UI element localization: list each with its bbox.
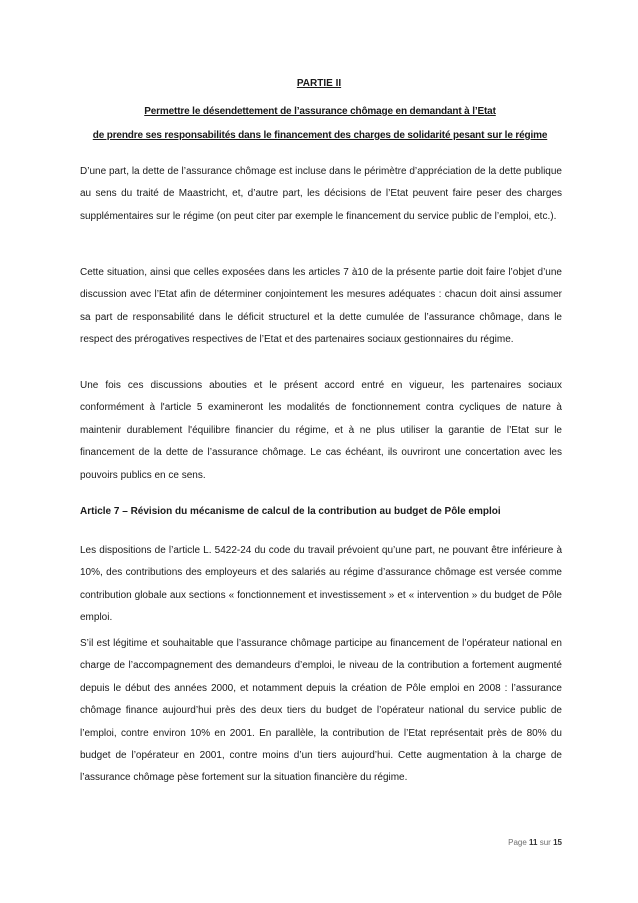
page-label: Page	[508, 838, 527, 847]
part-title: PARTIE II	[296, 78, 342, 89]
page-separator: sur	[539, 838, 551, 847]
paragraph-situation: Cette situation, ainsi que celles exposées dans les articles 7 à10 de la présente partie doit faire l’objet d’une discussion avec l’Etat afin de déterminer conjointement les mesures adéquates : chacun doit ainsi assumer sa part de responsabilité dans le déficit structurel et la dette cumulée de l’assurance chômage, dans le respect des prérogatives respectives de l’Etat et des partenaires sociaux gestionnaires du régime.	[80, 267, 562, 346]
section-subtitle-line-1: Permettre le désendettement de l’assurance chômage en demandant à l’Etat	[144, 106, 496, 117]
paragraph-article-7-dispositions: Les dispositions de l’article L. 5422-24 du code du travail prévoient qu’une part, ne pouvant être inférieure à 10%, des contributions des employeurs et des salariés au régime d’assurance chômage est versée comme contribution globale aux sections « fonctionnement et investissement » et « intervention » du budget de Pôle emploi.	[80, 545, 562, 624]
article-7-title: Article 7 – Révision du mécanisme de calcul de la contribution au budget de Pôle emploi	[80, 506, 501, 517]
page-number	[508, 838, 562, 847]
section-subtitle-line-2: de prendre ses responsabilités dans le financement des charges de solidarité pesant sur le régime	[92, 130, 548, 141]
page-current: 11	[529, 838, 538, 847]
paragraph-dette-publique: D’une part, la dette de l’assurance chômage est incluse dans le périmètre d’appréciation de la dette publique au sens du traité de Maastricht, et, d’autre part, les décisions de l’Etat peuvent faire peser des charges supplémentaires sur le régime (on peut citer par exemple le financement du service public de l’emploi, etc.).	[80, 166, 562, 222]
paragraph-discussions: Une fois ces discussions abouties et le présent accord entré en vigueur, les partenaires sociaux conformément à l'article 5 examineront les modalités de fonctionnement contra cycliques de nature à maintenir durablement l'équilibre financier du régime, et à ne plus utiliser la garantie de l’Etat sur le financement de la dette de l’assurance chômage. Le cas échéant, ils ouvriront une concertation avec les pouvoirs publics en ce sens.	[80, 380, 562, 481]
page-total: 15	[553, 838, 562, 847]
paragraph-article-7-financement: S’il est légitime et souhaitable que l’assurance chômage participe au financement de l’opérateur national en charge de l’accompagnement des demandeurs d’emploi, le niveau de la contribution a fortement augmenté depuis le début des années 2000, et notamment depuis la création de Pôle emploi en 2008 : l’assurance chômage finance aujourd’hui près des deux tiers du budget de l’opérateur national du service public de l’emploi, contre environ 10% en 2001. En parallèle, la contribution de l’Etat représentait près de 80% du budget de l’opérateur en 2001, contre moins d’un tiers aujourd’hui. Cette augmentation à la charge de l’assurance chômage pèse fortement sur la situation financière du régime.	[80, 638, 562, 784]
